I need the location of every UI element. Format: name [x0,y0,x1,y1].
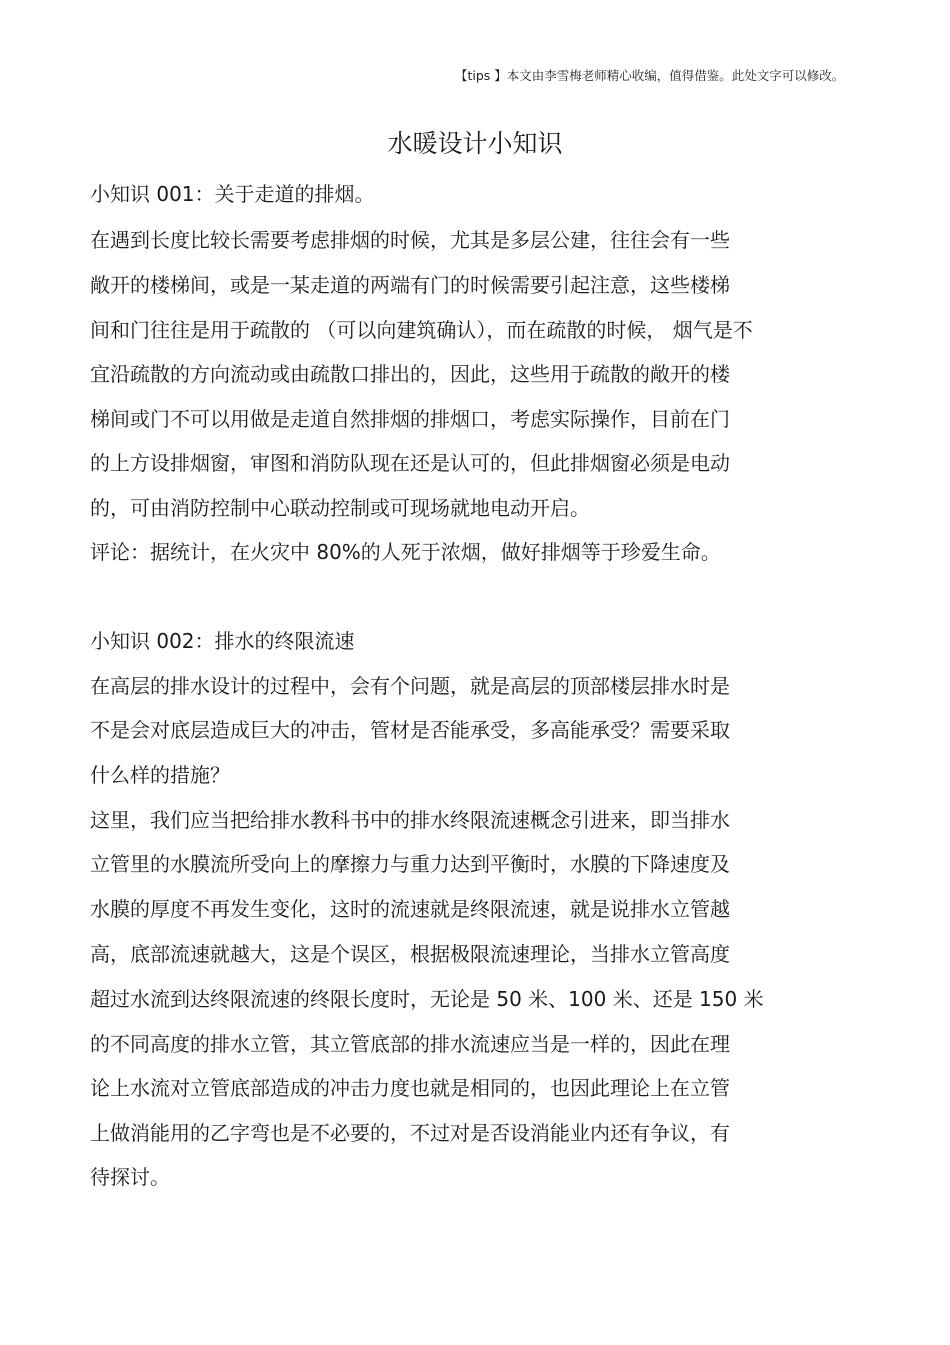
paragraph-line: 的，可由消防控制中心联动控制或可现场就地电动开启。 [90,496,590,520]
paragraph-line: 超过水流到达终限流速的终限长度时，无论是 50 米、100 米、还是 150 米 [90,987,764,1011]
paragraph-line: 的不同高度的排水立管，其立管底部的排水流速应当是一样的，因此在理 [90,1032,730,1056]
section-2-heading: 小知识 002：排水的终限流速 [90,629,355,653]
paragraph-line: 待探讨。 [90,1165,170,1189]
paragraph-line: 论上水流对立管底部造成的冲击力度也就是相同的，也因此理论上在立管 [90,1076,730,1100]
tips-note: 【tips 】本文由李雪梅老师精心收编，值得借鉴。此处文字可以修改。 [455,68,845,83]
paragraph-line: 什么样的措施？ [90,763,230,787]
paragraph-line: 宜沿疏散的方向流动或由疏散口排出的，因此，这些用于疏散的敞开的楼 [90,362,730,386]
paragraph-line: 高，底部流速就越大，这是个误区，根据极限流速理论，当排水立管高度 [90,942,730,966]
document-title: 水暖设计小知识 [387,129,563,158]
paragraph-line: 梯间或门不可以用做是走道自然排烟的排烟口，考虑实际操作，目前在门 [90,407,730,431]
paragraph-line: 在遇到长度比较长需要考虑排烟的时候，尤其是多层公建，往往会有一些 [90,228,730,252]
paragraph-line: 敞开的楼梯间，或是一某走道的两端有门的时候需要引起注意，这些楼梯 [90,273,730,297]
paragraph-line: 间和门往往是用于疏散的 （可以向建筑确认），而在疏散的时候， 烟气是不 [90,318,753,342]
paragraph-line: 立管里的水膜流所受向上的摩擦力与重力达到平衡时，水膜的下降速度及 [90,852,730,876]
section-1-comment: 评论：据统计，在火灾中 80%的人死于浓烟，做好排烟等于珍爱生命。 [90,540,721,564]
paragraph-line: 不是会对底层造成巨大的冲击，管材是否能承受，多高能承受？需要采取 [90,718,730,742]
paragraph-line: 上做消能用的乙字弯也是不必要的，不过对是否设消能业内还有争议，有 [90,1121,730,1145]
section-1-heading: 小知识 001：关于走道的排烟。 [90,182,375,206]
paragraph-line: 的上方设排烟窗，审图和消防队现在还是认可的，但此排烟窗必须是电动 [90,451,730,475]
paragraph-line: 水膜的厚度不再发生变化，这时的流速就是终限流速，就是说排水立管越 [90,897,730,921]
paragraph-line: 这里，我们应当把给排水教科书中的排水终限流速概念引进来，即当排水 [90,808,730,832]
paragraph-line: 在高层的排水设计的过程中，会有个问题，就是高层的顶部楼层排水时是 [90,674,730,698]
